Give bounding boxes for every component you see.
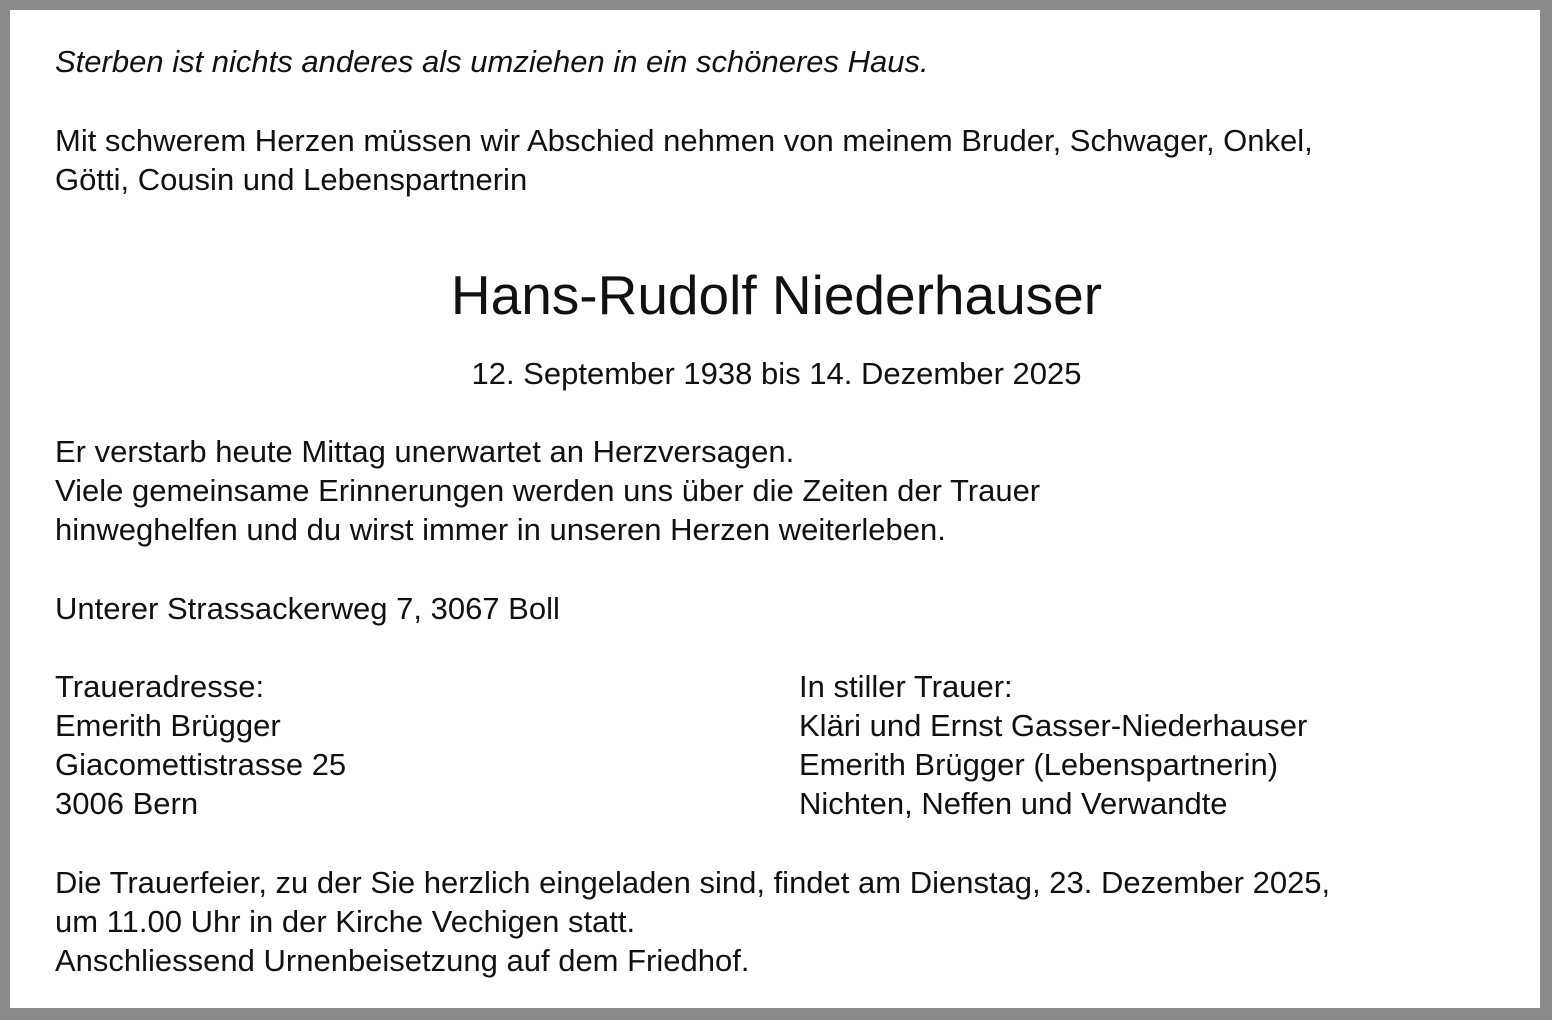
mourners-line: Nichten, Neffen und Verwandte	[799, 786, 1228, 821]
mourners-line: Emerith Brügger (Lebenspartnerin)	[799, 747, 1279, 782]
deceased-name: Hans-Rudolf Niederhauser	[450, 264, 1103, 326]
intro-text	[55, 121, 1313, 199]
intro-line: Götti, Cousin und Lebenspartnerin	[55, 162, 528, 197]
motto-quote: Sterben ist nichts anderes als umziehen in ein schöneres Haus.	[55, 44, 929, 79]
mourning-address-line: 3006 Bern	[55, 786, 199, 821]
mourners-block	[799, 667, 1307, 823]
ceremony-line: Anschliessend Urnenbeisetzung auf dem Friedhof.	[55, 943, 750, 978]
ceremony-info	[55, 863, 1330, 980]
death-notice	[55, 432, 1040, 549]
mourning-address-line: Giacomettistrasse 25	[55, 747, 347, 782]
home-address: Unterer Strassackerweg 7, 3067 Boll	[55, 591, 560, 626]
ceremony-line: um 11.00 Uhr in der Kirche Vechigen statt.	[55, 904, 636, 939]
mourners-label: In stiller Trauer:	[799, 669, 1013, 704]
death-notice-line: Viele gemeinsame Erinnerungen werden uns über die Zeiten der Trauer	[55, 473, 1041, 508]
mourning-address-block	[55, 667, 346, 823]
mourners-line: Kläri und Ernst Gasser-Niederhauser	[799, 708, 1308, 743]
mourning-address-label: Traueradresse:	[55, 669, 265, 704]
life-dates: 12. September 1938 bis 14. Dezember 2025	[471, 356, 1082, 391]
mourning-address-line: Emerith Brügger	[55, 708, 281, 743]
ceremony-line: Die Trauerfeier, zu der Sie herzlich eingeladen sind, findet am Dienstag, 23. Dezember 2025,	[55, 865, 1331, 900]
obituary-notice	[10, 10, 1540, 1008]
death-notice-line: Er verstarb heute Mittag unerwartet an Herzversagen.	[55, 434, 795, 469]
death-notice-line: hinweghelfen und du wirst immer in unseren Herzen weiterleben.	[55, 512, 946, 547]
intro-line: Mit schwerem Herzen müssen wir Abschied nehmen von meinem Bruder, Schwager, Onkel,	[55, 123, 1313, 158]
